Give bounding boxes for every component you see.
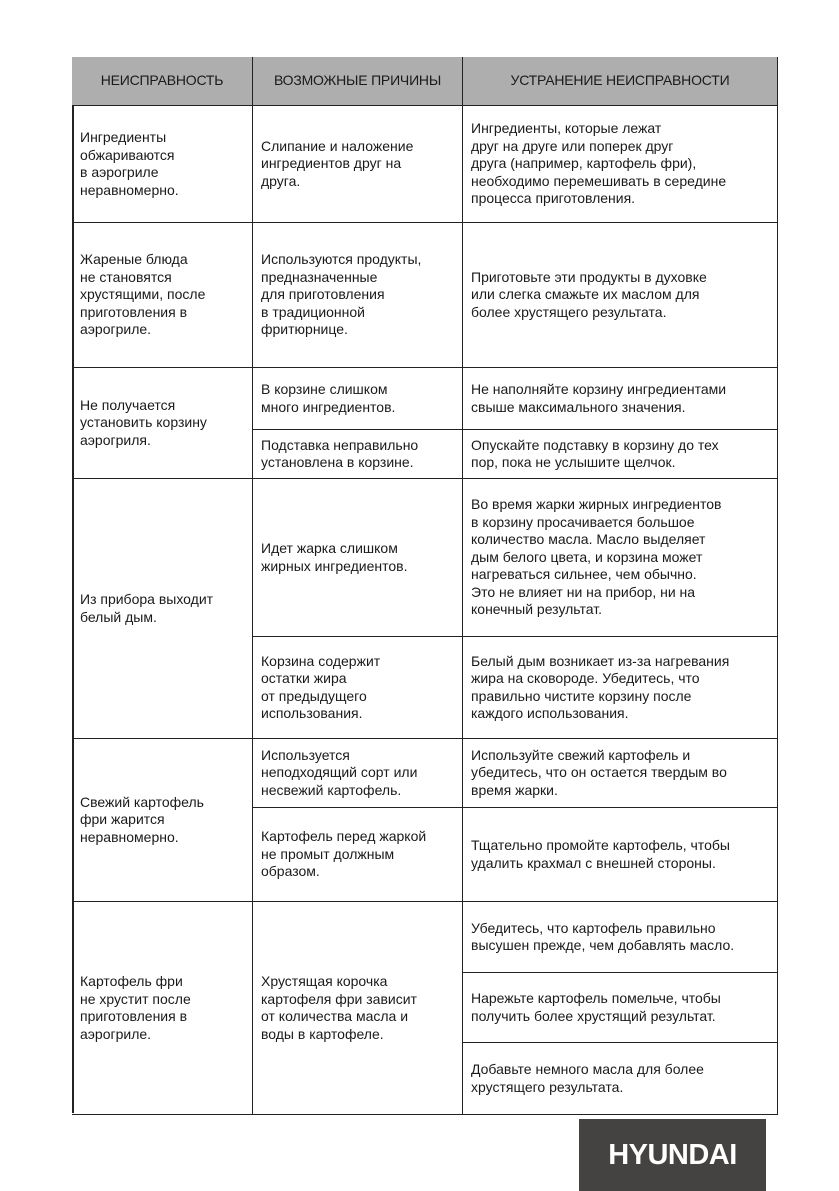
problem-cell: Жареные блюда не становятся хрустящими, после приготовления в аэрогриле. xyxy=(72,223,253,368)
cause-cell: Хрустящая корочка картофеля фри зависит от количества масла и воды в картофеле. xyxy=(253,902,463,1115)
cause-cell: Используются продукты, предназначенные для приготовления в традиционной фритюрнице. xyxy=(253,223,463,368)
solution-cell: Во время жарки жирных ингредиентов в корзину просачивается большое количество масла. Масло выделяет дым белого цвета, и корзина может нагреваться сильнее, чем обычно. Это не влияет ни на прибор, ни на конечный результат. xyxy=(463,479,778,637)
solution-cell: Приготовьте эти продукты в духовке или слегка смажьте их маслом для более хрустящего результата. xyxy=(463,223,778,368)
problem-cell: Картофель фри не хрустит после приготовления в аэрогриле. xyxy=(72,902,253,1115)
solution-cell: Ингредиенты, которые лежат друг на друге или поперек друг друга (например, картофель фри), необходимо перемешивать в середине процесса приготовления. xyxy=(463,106,778,223)
cause-cell: Используется неподходящий сорт или несвежий картофель. xyxy=(253,739,463,808)
header-solutions: УСТРАНЕНИЕ НЕИСПРАВНОСТИ xyxy=(463,57,778,106)
problem-cell: Свежий картофель фри жарится неравномерно. xyxy=(72,739,253,902)
troubleshooting-table xyxy=(72,57,776,1113)
problem-cell: Не получается установить корзину аэрогриля. xyxy=(72,368,253,479)
solution-cell: Нарежьте картофель помельче, чтобы получить более хрустящий результат. xyxy=(463,973,778,1043)
solution-cell: Убедитесь, что картофель правильно высушен прежде, чем добавлять масло. xyxy=(463,902,778,973)
hyundai-logo: HYUNDAI xyxy=(579,1119,766,1191)
header-problem: НЕИСПРАВНОСТЬ xyxy=(72,57,253,106)
solution-cell: Тщательно промойте картофель, чтобы удалить крахмал с внешней стороны. xyxy=(463,808,778,902)
cause-cell: Корзина содержит остатки жира от предыдущего использования. xyxy=(253,637,463,739)
cause-cell: Идет жарка слишком жирных ингредиентов. xyxy=(253,479,463,637)
cause-cell: Слипание и наложение ингредиентов друг на друга. xyxy=(253,106,463,223)
header-causes: ВОЗМОЖНЫЕ ПРИЧИНЫ xyxy=(253,57,463,106)
solution-cell: Не наполняйте корзину ингредиентами свыше максимального значения. xyxy=(463,368,778,430)
solution-cell: Опускайте подставку в корзину до тех пор, пока не услышите щелчок. xyxy=(463,430,778,479)
cause-cell: Картофель перед жаркой не промыт должным образом. xyxy=(253,808,463,902)
cause-cell: Подставка неправильно установлена в корзине. xyxy=(253,430,463,479)
solution-cell: Используйте свежий картофель и убедитесь, что он остается твердым во время жарки. xyxy=(463,739,778,808)
problem-cell: Из прибора выходит белый дым. xyxy=(72,479,253,739)
solution-cell: Белый дым возникает из-за нагревания жира на сковороде. Убедитесь, что правильно чистите корзину после каждого использования. xyxy=(463,637,778,739)
cause-cell: В корзине слишком много ингредиентов. xyxy=(253,368,463,430)
solution-cell: Добавьте немного масла для более хрустящего результата. xyxy=(463,1043,778,1115)
problem-cell: Ингредиенты обжариваются в аэрогриле неравномерно. xyxy=(72,106,253,223)
